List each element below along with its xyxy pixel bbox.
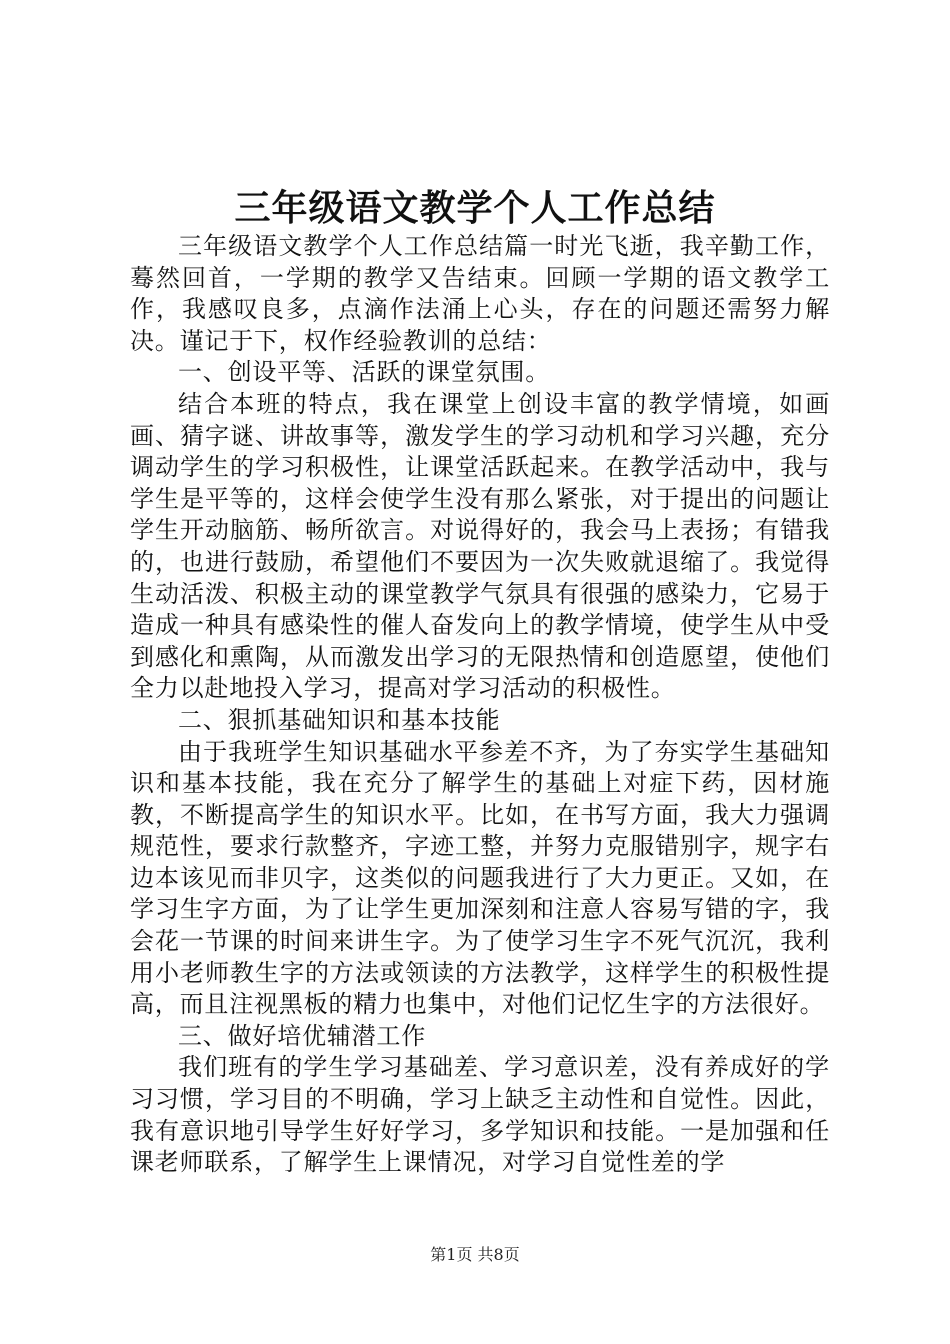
section-heading-3: 三、做好培优辅潜工作	[178, 1021, 426, 1050]
section-paragraph-2: 由于我班学生知识基础水平参差不齐，为了夯实学生基础知识和基本技能，我在充分了解学生的基础上对症下药，因材施教，不断提高学生的知识水平。比如，在书写方面，我大力强调规范性，要求行款整齐，字迹工整，并努力克服错别字，规字右边本该见而非贝字，这类似的问题我进行了大力更正。又如，在学习生字方面，为了让学生更加深刻和注意人容易写错的字，我会花一节课的时间来讲生字。为了使学习生字不死气沉沉，我利用小老师教生字的方法或领读的方法教学，这样学生的积极性提高，而且注视黑板的精力也集中，对他们记忆生字的方法很好。	[130, 737, 830, 1019]
section-paragraph-3: 我们班有的学生学习基础差、学习意识差，没有养成好的学习习惯，学习目的不明确，学习上缺乏主动性和自觉性。因此，我有意识地引导学生好好学习，多学知识和技能。一是加强和任课老师联系，了解学生上课情况，对学习自觉性差的学	[130, 1053, 830, 1177]
section-heading-1: 一、创设平等、活跃的课堂氛围。	[178, 358, 550, 387]
document-body	[130, 231, 830, 1179]
document-title: 三年级语文教学个人工作总结	[234, 187, 716, 229]
page-footer: 第1页 共8页	[430, 1245, 520, 1264]
section-heading-2: 二、狠抓基础知识和基本技能	[178, 705, 501, 734]
intro-paragraph: 三年级语文教学个人工作总结篇一时光飞逝，我辛勤工作，蓦然回首，一学期的教学又告结束。回顾一学期的语文教学工作，我感叹良多，点滴作法涌上心头，存在的问题还需努力解决。谨记于下，权作经验教训的总结：	[130, 232, 830, 355]
section-paragraph-1: 结合本班的特点，我在课堂上创设丰富的教学情境，如画画、猜字谜、讲故事等，激发学生的学习动机和学习兴趣，充分调动学生的学习积极性，让课堂活跃起来。在教学活动中，我与学生是平等的，这样会使学生没有那么紧张，对于提出的问题让学生开动脑筋、畅所欲言。对说得好的，我会马上表扬；有错我的，也进行鼓励，希望他们不要因为一次失败就退缩了。我觉得生动活泼、积极主动的课堂教学气氛具有很强的感染力，它易于造成一种具有感染性的催人奋发向上的教学情境，使学生从中受到感化和熏陶，从而激发出学习的无限热情和创造愿望，使他们全力以赴地投入学习，提高对学习活动的积极性。	[130, 389, 830, 703]
